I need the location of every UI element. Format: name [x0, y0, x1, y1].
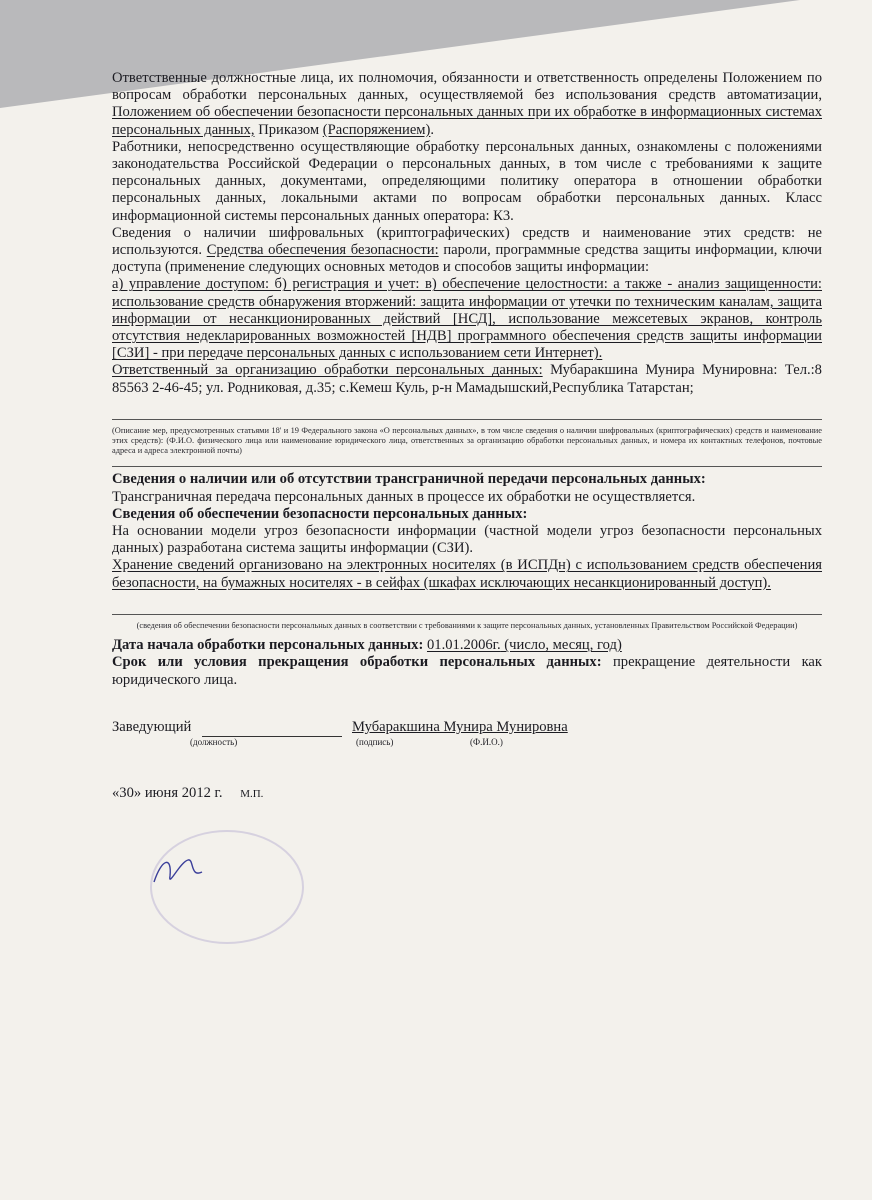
text-underlined: (Распоряжением) — [322, 121, 431, 138]
storage-text: Хранение сведений организовано на электронных носителях (в ИСПДн) с использованием средств обеспечения безопасности, на бумажных носителях - в сейфах (шкафах исключающих несанкционированный доступ). — [112, 557, 822, 591]
text-underlined: Ответственный за организацию обработки персональных данных: — [112, 362, 543, 379]
security-text: На основании модели угроз безопасности информации (частной модели угроз безопасности персональных данных) разработана система защиты информации (СЗИ). — [112, 523, 822, 557]
text-segment: . — [430, 121, 435, 138]
main-body — [112, 70, 822, 397]
paragraph-crypto — [112, 225, 822, 277]
stamp-place-label: М.П. — [240, 787, 264, 800]
text-underlined: Положением об обеспечении безопасности персональных данных при их обработке в информационных системах персональных данных, — [112, 104, 822, 138]
document-page — [112, 70, 822, 802]
dates-section — [112, 637, 822, 689]
termination-text: прекращение деятельности как юридического лица. — [112, 654, 823, 688]
paragraph-responsible-persons — [112, 70, 822, 139]
divider-line — [112, 466, 822, 467]
termination-label: Срок или условия прекращения обработки персональных данных: — [112, 654, 602, 671]
start-date-line — [112, 637, 822, 654]
divider-line — [112, 419, 822, 420]
signing-date: «30» июня 2012 г. — [112, 784, 223, 801]
footnote-security: (сведения об обеспечении безопасности персональных данных в соответствии с требованиями к защите персональных данных, установленных Правительством Российской Федерации) — [136, 620, 798, 630]
termination-line — [112, 654, 822, 688]
paragraph-methods: а) управление доступом: б) регистрация и учет: в) обеспечение целостности: а также - анализ защищенности: использование средств обнаружения вторжений: защита информации от утечки по техническим каналам, защита информации от несанкционированных действий [НСД], использование межсетевых экранов, контроль отсутствия недекларированных возможностей [НДВ] программного обеспечения средств защиты информации [СЗИ] - при передаче персональных данных с использованием сети Интернет). — [112, 276, 822, 362]
paragraph-responsible-organizer — [112, 362, 822, 396]
start-date-label: Дата начала обработки персональных данных: — [112, 637, 424, 654]
text-segment: Ответственные должностные лица, их полномочия, обязанности и ответственность определены Положением по вопросам обработки персональных данных, осуществляемой без использования средств автоматизации, — [112, 70, 822, 104]
text-segment: пароли, программные средства защиты информации, ключи доступа (применение следующих основных методов и способов защиты информации: — [112, 242, 822, 276]
caption-fio: (Ф.И.О.) — [470, 736, 503, 747]
cross-border-heading: Сведения о наличии или об отсутствии трансграничной передачи персональных данных: — [112, 471, 706, 488]
text-underlined: Средства обеспечения безопасности: — [206, 242, 439, 259]
text-segment: Сведения о наличии шифровальных (криптографических) средств и наименование этих средств: не используются. — [112, 224, 822, 259]
start-date-value: 01.01.2006г. — [426, 637, 501, 654]
signature-block — [112, 719, 822, 759]
handwritten-signature — [150, 852, 210, 892]
footnote-measures: (Описание мер, предусмотренных статьями 18' и 19 Федерального закона «О персональных данных», в том числе сведения о наличии шифровальных (криптографических) средств и наименование этих средств): (Ф.И.О. физического лица или наименование юридического лица, ответственных за организацию обработки персональных данных, и номера их контактных телефонов, почтовые адреса и адреса электронной почты) — [112, 425, 822, 456]
position-label: Заведующий — [112, 718, 192, 735]
security-heading: Сведения об обеспечении безопасности персональных данных: — [112, 505, 528, 522]
signing-date-line — [112, 785, 822, 802]
start-date-suffix: (число, месяц, год) — [500, 637, 622, 654]
cross-border-text: Трансграничная передача персональных данных в процессе их обработки не осуществляется. — [112, 488, 696, 505]
signer-name: Мубаракшина Мунира Мунировна — [352, 718, 568, 735]
paragraph-workers: Работники, непосредственно осуществляющие обработку персональных данных, ознакомлены с положениями законодательства Российской Федерации о персональных данных, в том числе с требованиями к защите персональных данных, документами, определяющими политику оператора в отношении обработки персональных данных, локальными актами по вопросам обработки персональных данных. Класс информационной системы персональных данных оператора: К3. — [112, 138, 822, 224]
divider-line — [112, 614, 822, 615]
cross-border-section — [112, 471, 822, 591]
caption-position: (должность) — [190, 736, 238, 747]
text-segment: Мубаракшина Мунира Мунировна: Тел.:8 85563 2-46-45; ул. Родниковая, д.35; с.Кемеш Куль, р-н Мамадышский,Республика Татарстан; — [112, 362, 822, 396]
text-segment: Приказом — [254, 121, 323, 138]
caption-signature: (подпись) — [356, 736, 394, 747]
